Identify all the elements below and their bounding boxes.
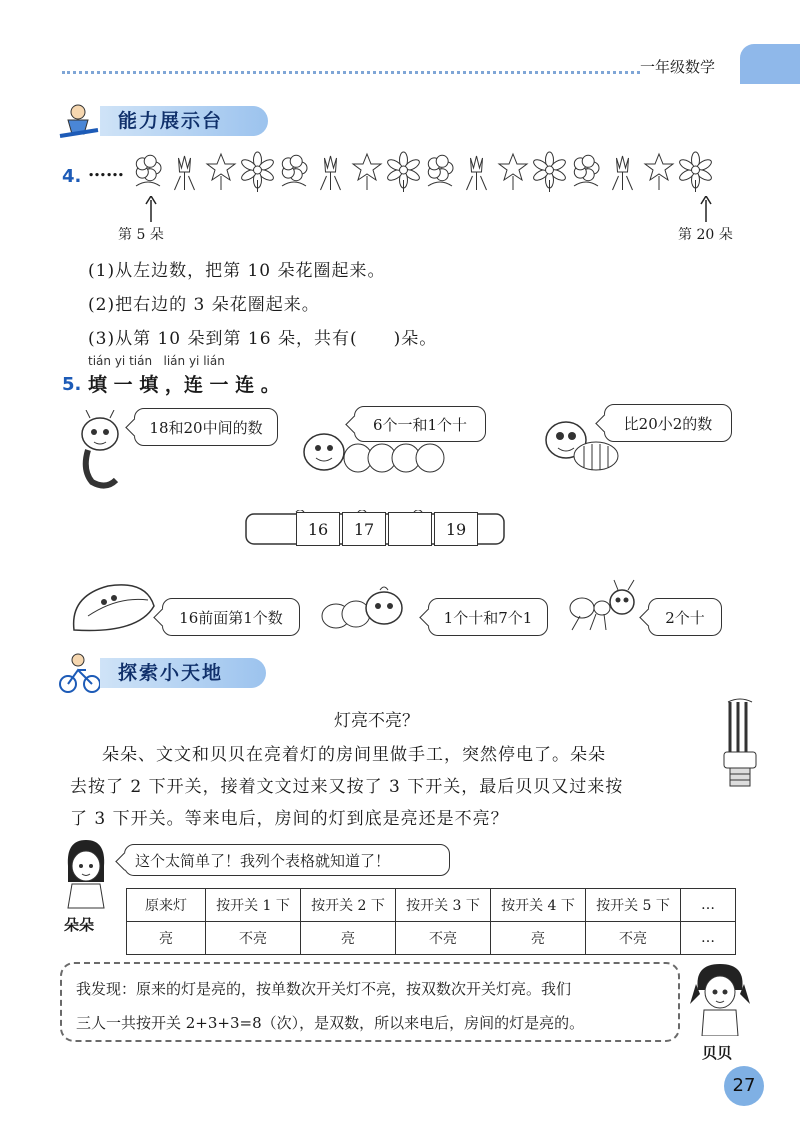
bubble-top-1-text: 18和20中间的数 — [149, 418, 263, 437]
bubble-top-2-text: 6个一和1个十 — [372, 415, 468, 434]
flower-icon — [175, 156, 195, 190]
table-header-cell: 按开关 2 下 — [301, 889, 396, 922]
flower-icon — [386, 152, 421, 192]
story-title: 灯亮不亮？ — [334, 711, 419, 731]
beibei-name: 贝贝 — [702, 1044, 733, 1062]
story-line-2: 去按了 2 下开关，接着文文过来又按了 3 下开关，最后贝贝又过来按 — [70, 777, 624, 797]
discovery-line-1: 我发现：原来的灯是亮的，按单数次开关灯不亮，按双数次开关灯亮。我们 — [76, 980, 572, 998]
number-line-cells — [296, 512, 478, 546]
bubble-bottom-1-text: 16前面第1个数 — [179, 608, 283, 627]
bubble-bottom-3 — [648, 598, 722, 636]
flower-icon — [499, 154, 527, 190]
flower-icon — [467, 156, 487, 190]
table-cell: 亮 — [491, 922, 586, 955]
flower-icon — [532, 152, 567, 192]
table-header-cell: 按开关 4 下 — [491, 889, 586, 922]
worm-icon — [72, 410, 128, 494]
duoduo-name: 朵朵 — [64, 916, 95, 934]
flower-icon — [240, 152, 275, 192]
table-cell: 亮 — [127, 922, 206, 955]
flower-icon — [613, 156, 633, 190]
table-header-cell: … — [681, 889, 736, 922]
table-cell: 不亮 — [396, 922, 491, 955]
table-cell: 不亮 — [586, 922, 681, 955]
caterpillar2-icon — [318, 584, 408, 638]
table-cell: 不亮 — [206, 922, 301, 955]
table-header-cell: 按开关 5 下 — [586, 889, 681, 922]
q5-title: 填 一 填 ，连 一 连 。 — [88, 374, 280, 396]
table-header-cell: 按开关 3 下 — [396, 889, 491, 922]
table-header-cell: 原来灯 — [127, 889, 206, 922]
switch-table — [126, 888, 736, 955]
page-number: 27 — [724, 1066, 764, 1106]
flower-icon — [678, 152, 713, 192]
bicycle-icon — [58, 652, 102, 698]
arrow-right-icon — [700, 196, 712, 226]
table-row — [127, 922, 736, 955]
discovery-line-2: 三人一共按开关 2+3+3=8（次），是双数，所以来电后，房间的灯是亮的。 — [76, 1014, 585, 1032]
flower-icon — [321, 156, 341, 190]
duoduo-speech-text: 这个太简单了！我列个表格就知道了！ — [135, 851, 391, 870]
flower-icon — [353, 154, 381, 190]
story-line-1: 朵朵、文文和贝贝在亮着灯的房间里做手工，突然停电了。朵朵 — [102, 745, 606, 765]
q4-number: 4. — [62, 166, 82, 187]
number-cell-blank[interactable] — [388, 512, 432, 546]
leaf-bug-icon — [68, 576, 158, 640]
discovery-box — [60, 962, 680, 1042]
q4-item-2: (2)把右边的 3 朵花圈起来。 — [88, 295, 320, 315]
table-cell: 亮 — [301, 922, 396, 955]
lightbulb-icon — [720, 698, 760, 798]
ant-icon — [566, 578, 642, 636]
q4-item-3: (3)从第 10 朵到第 16 朵，共有( )朵。 — [88, 329, 438, 349]
label-fifth-flower: 第 5 朵 — [118, 227, 164, 243]
table-cell: … — [681, 922, 736, 955]
story-line-3: 了 3 下开关。等来电后，房间的灯到底是亮还是不亮？ — [70, 809, 509, 829]
beibei-avatar — [690, 964, 750, 1040]
number-cell: 17 — [342, 512, 386, 546]
arrow-left-icon — [145, 196, 157, 226]
table-header-row — [127, 889, 736, 922]
bubble-bottom-3-text: 2个十 — [665, 608, 705, 627]
bubble-bottom-2 — [428, 598, 548, 636]
duoduo-avatar — [58, 838, 114, 914]
header-tab — [740, 44, 800, 84]
bubble-top-3 — [604, 404, 732, 442]
q5-pinyin: tián yi tián lián yi lián — [88, 354, 225, 368]
flower-icon — [207, 154, 235, 190]
number-cell: 19 — [434, 512, 478, 546]
flower-icon — [136, 155, 161, 186]
q4-item-1: (1)从左边数，把第 10 朵花圈起来。 — [88, 261, 386, 281]
bubble-top-1 — [134, 408, 278, 446]
flower-icon — [574, 155, 599, 186]
bubble-bottom-2-text: 1个十和7个1 — [443, 608, 533, 627]
label-twentieth-flower: 第 20 朵 — [678, 227, 733, 243]
duoduo-speech-bubble — [124, 844, 450, 876]
bubble-top-2 — [354, 406, 486, 442]
flower-icon — [282, 155, 307, 186]
bubble-bottom-1 — [162, 598, 300, 636]
flower-row — [128, 150, 728, 194]
flower-icon — [645, 154, 673, 190]
number-cell: 16 — [296, 512, 340, 546]
table-header-cell: 按开关 1 下 — [206, 889, 301, 922]
q4-dots: …… — [88, 160, 124, 181]
section2-title: 探索小天地 — [100, 658, 266, 688]
flower-icon — [428, 155, 453, 186]
section1-icon — [58, 100, 102, 144]
subject-label: 一年级数学 — [640, 58, 716, 76]
bubble-top-3-text: 比20小2的数 — [623, 414, 713, 433]
header-dotted-line — [62, 71, 640, 74]
section1-title: 能力展示台 — [100, 106, 268, 136]
flower-row-svg — [128, 150, 728, 194]
q5-number: 5. — [62, 374, 82, 395]
